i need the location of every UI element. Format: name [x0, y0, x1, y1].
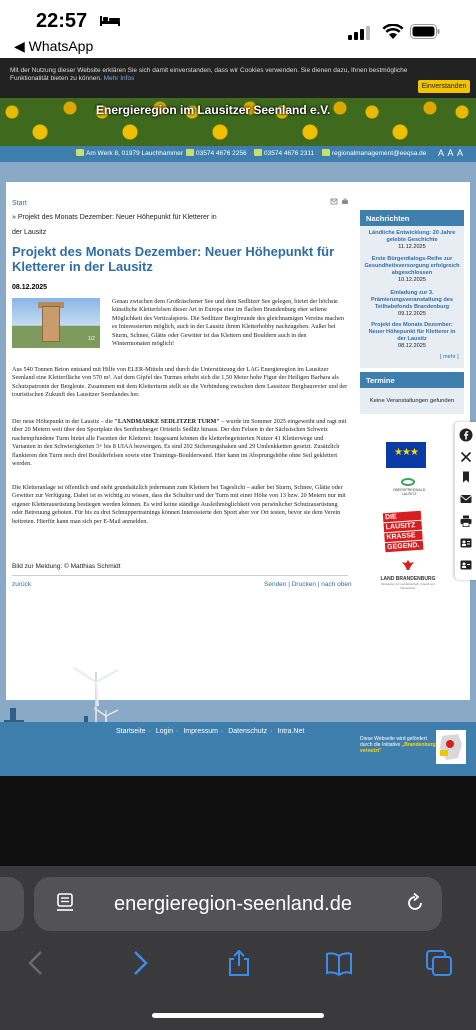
share-icon[interactable]	[224, 948, 254, 978]
events-empty-text: Keine Veranstaltungen gefunden	[369, 398, 455, 404]
email-icon	[322, 149, 330, 156]
land-brandenburg-logo[interactable]: LAND BRANDENBURG Ministerium für Landwirtschaft, Umwelt und Klimaschutz	[378, 558, 438, 602]
news-box	[360, 210, 464, 368]
x-twitter-icon[interactable]	[459, 450, 473, 464]
back-arrow-icon[interactable]	[22, 948, 52, 978]
home-icon	[76, 149, 84, 156]
cellular-signal-icon	[348, 26, 372, 40]
header-banner	[0, 98, 476, 146]
funding-note: Diese Webseite wird gefördert durch die Initiative „Brandenburg vernetzt"	[360, 736, 436, 754]
share-bar	[455, 422, 476, 580]
breadcrumb-current: » Projekt des Monats Dezember: Neuer Höhepunkt für Kletterer in	[12, 214, 217, 221]
footer-link-datenschutz[interactable]: Datenschutz	[228, 728, 268, 735]
address-book-icon[interactable]	[459, 558, 473, 572]
contact-fax: 03574 4676 2311	[254, 149, 314, 157]
page-menu-icon[interactable]	[55, 892, 75, 914]
forward-arrow-icon[interactable]	[124, 948, 154, 978]
mail-icon[interactable]	[459, 492, 473, 506]
breadcrumb-current-cont: der Lausitz	[12, 229, 47, 236]
eu-stars-icon: ★★★	[394, 447, 418, 458]
print-mail-icons[interactable]	[330, 198, 350, 206]
contact-bar	[0, 146, 476, 162]
footer-link-startseite[interactable]: Startseite	[116, 728, 146, 735]
phone-icon	[186, 149, 194, 156]
article-paragraph-3: Der neue Höhepunkt in der Lausitz – die "LANDMARKE SEDLITZER TURM" – wurde im Sommer 2025 eingeweiht und ragt mit über 20 Metern weit über den Sportplatz des Senftenberger Ortsteils Sedlitz hinaus. Der den Felsen in der Sächsischen Schweiz nachempfundene Turm bietet alle Facetten der Kletterei: Insgesamt können die kletterbegeisterten Nutzer 41 Kletterwege und Varianten in den Schwierigkeiten 3+ bis 8 UIAA bezwingen. Es sind 292 Sicherungshaken und 29 Umlenkketten gesetzt. Zusätzlich flankieren den Turm noch drei Boulderfelsen sowie eine Trainings-Boulderwand. Hier kann im Absprungshöhe ohne Seil geklettert werden.	[12, 418, 347, 468]
status-time: 22:57	[36, 10, 88, 32]
bookmarks-icon[interactable]	[324, 948, 354, 978]
facebook-icon[interactable]	[459, 428, 473, 442]
bookmark-icon[interactable]	[459, 470, 473, 484]
footer-link-intranet[interactable]: Intra.Net	[277, 728, 305, 735]
back-to-app-link[interactable]: ◀ WhatsApp	[14, 38, 94, 54]
lausitz-krasse-gegend-logo[interactable]: DIE LAUSITZ KRASSE GEGEND.	[383, 511, 423, 550]
article-paragraph-4: Die Kletteranlage ist öffentlich und steht grundsätzlich jedermann zum Klettern bei Tageslicht – außer bei Sturm, Schnee, Glätte oder Gewitter zur Verfügung. Dabei ist es wichtig zu wissen, dass die Schulter und der Turm mit einer Höhe von 13 bzw. 20 Metern nur mit eigener Kletterausrüstung bestiegen werden können. Es wird keine ständige Ausleihmöglichkeit von persönlicher Schutzausrüstung oder Betreuung geboten. Für bis zu drei Schnuppertrainings können Interessierte den Sport aber vor Ort testen, bevor sie dem Verein beitreten. Hierfür kann man sich per E-Mail anmelden.	[12, 484, 346, 525]
battery-icon	[410, 24, 440, 39]
news-heading: Nachrichten	[360, 210, 464, 226]
ob-ring-icon	[401, 478, 415, 486]
news-item[interactable]: Ländliche Entwicklung: 20 Jahre gelebte Geschichte 11.12.2025	[368, 230, 456, 250]
eu-flag-logo[interactable]	[386, 442, 426, 468]
news-item[interactable]: Einladung zur 3. Prämierungsveranstaltung des Teilhabefonds Brandenburg 09.12.2025	[370, 290, 454, 317]
contact-email[interactable]: regionalmanagement@eeqsa.de	[322, 149, 426, 157]
article-actions: Senden | Drucken | nach oben	[264, 581, 352, 588]
news-more-link[interactable]: [ mehr ]	[440, 354, 459, 360]
sleep-focus-icon	[100, 14, 120, 26]
send-link[interactable]: Senden	[264, 581, 287, 588]
brandenburg-vernetzt-logo[interactable]	[436, 730, 466, 764]
footer-link-impressum[interactable]: Impressum	[183, 728, 218, 735]
cookie-banner	[0, 58, 476, 98]
back-link[interactable]: zurück	[12, 581, 32, 588]
font-size-switcher[interactable]: A A A	[438, 148, 465, 158]
partner-logos	[362, 430, 458, 610]
top-link[interactable]: nach oben	[321, 581, 352, 588]
previous-tab-stub[interactable]	[0, 877, 24, 931]
article-date: 08.12.2025	[12, 284, 48, 291]
breadcrumb-start-link[interactable]: Start	[12, 200, 27, 207]
article-title: Projekt des Monats Dezember: Neuer Höhepunkt für Kletterer in der Lausitz	[12, 244, 335, 274]
tower-body	[42, 306, 60, 342]
footer-nav: Startseite · Login · Impressum · Datenschutz · Intra.Net	[116, 728, 305, 735]
home-indicator	[152, 1013, 324, 1018]
wifi-icon	[382, 24, 404, 40]
page-overscroll-area	[0, 776, 476, 866]
image-credit: Bild zur Meldung: © Matthias Schmidt	[12, 563, 121, 570]
cookie-more-link[interactable]: Mehr Infos	[103, 75, 135, 82]
events-heading: Termine	[360, 372, 464, 388]
fax-icon	[254, 149, 262, 156]
events-box	[360, 372, 464, 414]
divider	[12, 575, 348, 576]
contact-card-icon[interactable]	[459, 536, 473, 550]
article-image[interactable]	[12, 298, 100, 348]
brandenburg-eagle-icon	[401, 559, 415, 571]
news-item[interactable]: Erste Bürgerdialogs-Reihe zur Gesundheitsversorgung erfolgreich abgeschlossen 10.12.2025	[364, 256, 460, 283]
tabs-icon[interactable]	[424, 948, 454, 978]
news-item[interactable]: Projekt des Monats Dezember: Neuer Höhepunkt für Kletterer in der Lausitz 08.12.2025	[368, 322, 456, 349]
contact-phone[interactable]: 03574 4676 2256	[186, 149, 247, 157]
article-paragraph-1: Genau zwischen dem Großräschener See und dem Sedlitzer See gelegen, bietet der höchste künstliche Kletterfelsen dieser Art in Europa eine im flachen Brandenburg eher seltene Möglichkeit des Verticalsports. Die Sedlitzer Bergfreunde des gleichnamigen Vereins machen es Interessierten möglich, auch in der Lausitz ihrem Kletterhobby nachzugehen. Außer bei Sturm, Schnee, Glätte oder Gewitter ist das Klettern und Bouldern auch in den Wintermonaten möglich!	[112, 298, 344, 348]
contact-address: Am Werk 8, 01979 Lauchhammer	[76, 149, 183, 157]
oberspreewald-lausitz-logo[interactable]: OBERSPREEWALD LAUSITZ	[386, 478, 432, 498]
print-icon[interactable]	[459, 514, 473, 528]
article-paragraph-2: Aus 540 Tonnen Beton entstand mit Hilfe von ELER-Mitteln und durch die Unterstützung der LAG Energieregion im Lausitzer Seenland eine Kletterfläche von 570 m². Auf dem Gipfel des Turmes erhebt sich die 1,50 Meter hohe Figur der Heiligen Barbara als Schutzpatronin der Bergleute. Zusammen mit dem Kletterturm stellt sie die Verbindung zwischen dem Lausitzer Bergbaurevier und der touristischen Zukunft des Lausitzer Seenlandes her.	[12, 366, 348, 399]
image-counter: 1/2	[88, 336, 95, 342]
status-bar	[0, 0, 476, 58]
print-link[interactable]: Drucken	[291, 581, 316, 588]
cookie-accept-button[interactable]: Einverstanden	[418, 80, 470, 93]
url-text[interactable]: energieregion-seenland.de	[114, 893, 352, 915]
cookie-text: Mit der Nutzung dieser Website erklären Sie sich damit einverstanden, dass wir Cookies verwenden. Sie dienen dazu, Ihnen bestmögliche Funktionalität bieten zu können. Mehr Infos	[10, 67, 408, 82]
footer-link-login[interactable]: Login	[155, 728, 174, 735]
site-title[interactable]: Energieregion im Lausitzer Seenland e.V.	[96, 103, 331, 117]
reload-icon[interactable]	[404, 892, 426, 914]
